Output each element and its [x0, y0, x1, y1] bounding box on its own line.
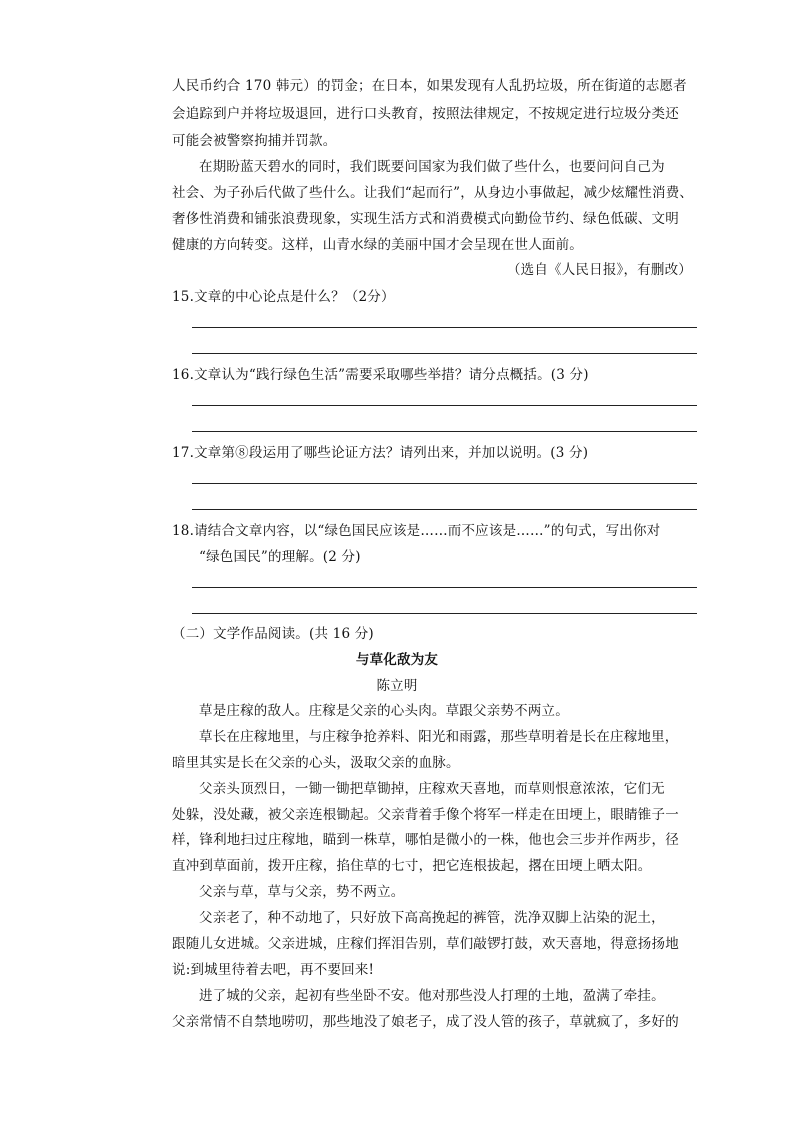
- article-line: 父亲常情不自禁地唠叨，那些地没了娘老子，成了没人管的孩子，草就疯了，多好的: [172, 1014, 679, 1030]
- answer-line: [192, 405, 697, 406]
- article-line: 草是庄稼的敌人。庄稼是父亲的心头肉。草跟父亲势不两立。: [199, 703, 569, 719]
- article-line: 暗里其实是长在父亲的心头，汲取父亲的血脉。: [172, 755, 460, 771]
- passage-line: 健康的方向转变。这样，山青水绿的美丽中国才会呈现在世人面前。: [172, 237, 583, 253]
- answer-line: [192, 431, 697, 432]
- article-author: 陈立明: [376, 678, 418, 694]
- article-line: 进了城的父亲，起初有些坐卧不安。他对那些没人打理的土地，盈满了牵挂。: [199, 988, 665, 1004]
- article-title: 与草化敌为友: [355, 652, 439, 668]
- article-line: 说:到城里待着去吧，再不要回来!: [172, 962, 375, 978]
- article-line: 父亲老了，种不动地了，只好放下高高挽起的裤管，洗净双脚上沾染的泥土，: [199, 910, 665, 926]
- answer-line: [192, 483, 697, 484]
- answer-line: [192, 587, 697, 588]
- question-17: 17.文章第⑧段运用了哪些论证方法？请列出来，并加以说明。(3 分): [172, 445, 589, 461]
- passage-line: 奢侈性消费和铺张浪费现象，实现生活方式和消费模式向勤俭节约、绿色低碳、文明: [172, 211, 679, 227]
- passage-line: 会追踪到户并将垃圾退回，进行口头教育，按照法律规定，不按规定进行垃圾分类还: [172, 106, 679, 122]
- passage-line: 社会、为子孙后代做了些什么。让我们“起而行”，从身边小事做起，减少炫耀性消费、: [172, 185, 694, 201]
- article-line: 草长在庄稼地里，与庄稼争抢养料、阳光和雨露，那些草明着是长在庄稼地里，: [199, 729, 679, 745]
- article-line: 样，锋利地扫过庄稼地，瞄到一株草，哪怕是微小的一株，他也会三步并作两步，径: [172, 832, 679, 848]
- article-line: 父亲头顶烈日，一锄一锄把草锄掉，庄稼欢天喜地，而草则恨意浓浓，它们无: [199, 781, 665, 797]
- answer-line: [192, 613, 697, 614]
- question-15: 15.文章的中心论点是什么？（2分）: [172, 289, 395, 305]
- answer-line: [192, 353, 697, 354]
- article-line: 跟随儿女进城。父亲进城，庄稼们挥泪告别，草们敲锣打鼓，欢天喜地，得意扬扬地: [172, 936, 679, 952]
- passage-line: 人民币约合 170 韩元）的罚金；在日本，如果发现有人乱扔垃圾，所在街道的志愿者: [172, 78, 687, 94]
- article-line: 直冲到草面前，拨开庄稼，掐住草的七寸，把它连根拔起，撂在田埂上晒太阳。: [172, 858, 652, 874]
- answer-line: [192, 509, 697, 510]
- question-16: 16.文章认为“践行绿色生活”需要采取哪些举措？请分点概括。(3 分): [172, 367, 589, 383]
- question-18-cont: “绿色国民”的理解。(2 分): [199, 549, 361, 565]
- source-citation: （选自《人民日报》，有删改）: [506, 262, 692, 278]
- article-line: 处躲，没处藏，被父亲连根锄起。父亲背着手像个将军一样走在田埂上，眼睛锥子一: [172, 807, 679, 823]
- article-line: 父亲与草，草与父亲，势不两立。: [199, 884, 405, 900]
- passage-line: 可能会被警察拘捕并罚款。: [172, 133, 337, 149]
- answer-line: [192, 327, 697, 328]
- section-header: （二）文学作品阅读。(共 16 分): [172, 626, 374, 642]
- passage-line: 在期盼蓝天碧水的同时，我们既要问国家为我们做了些什么，也要问问自己为: [199, 159, 665, 175]
- question-18: 18.请结合文章内容，以“绿色国民应该是……而不应该是……”的句式，写出你对: [172, 523, 661, 539]
